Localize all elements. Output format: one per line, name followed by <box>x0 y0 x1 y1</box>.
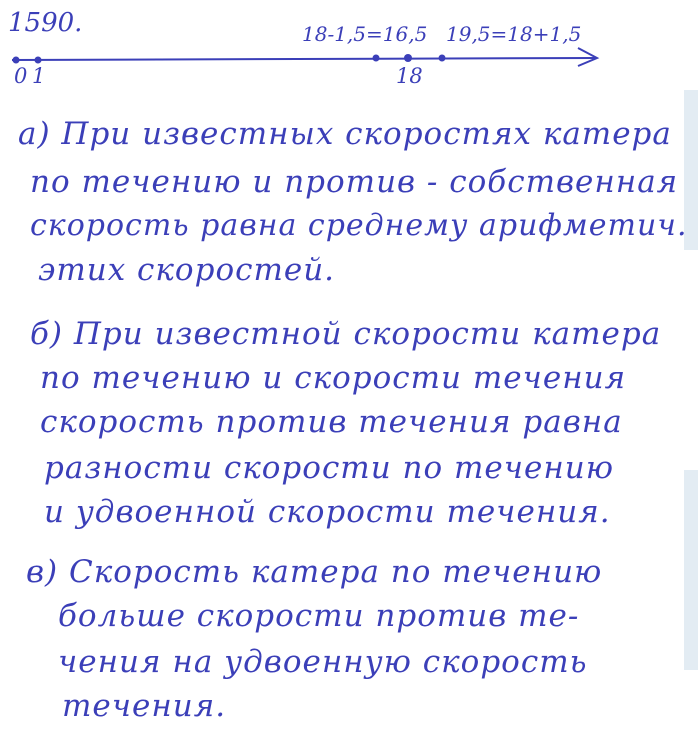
tick-label-eighteen: 18 <box>396 64 423 88</box>
point-16-5 <box>373 55 380 62</box>
text-line: по течению и против - собственная <box>30 164 679 200</box>
formula-left: 18-1,5=16,5 <box>302 22 428 46</box>
number-line-arrow <box>578 48 597 66</box>
problem-number: 1590. <box>8 8 83 38</box>
formula-right: 19,5=18+1,5 <box>446 22 582 46</box>
point-19-5 <box>439 55 446 62</box>
text-line: больше скорости против те- <box>58 598 580 634</box>
text-line: течения. <box>62 688 227 724</box>
text-line: б) При известной скорости катера <box>30 316 662 352</box>
text-line: скорость против течения равна <box>40 404 623 440</box>
tick-label-zero: 0 <box>14 64 28 88</box>
point-18 <box>404 54 412 62</box>
tick-label-one: 1 <box>32 64 46 88</box>
text-line: а) При известных скоростях катера <box>18 116 672 152</box>
text-line: этих скоростей. <box>38 252 336 288</box>
point-zero <box>13 57 20 64</box>
number-line-axis <box>12 58 596 60</box>
text-line: по течению и скорости течения <box>40 360 627 396</box>
number-line <box>0 0 700 100</box>
text-line: скорость равна среднему арифметич. <box>30 208 688 243</box>
text-line: и удвоенной скорости течения. <box>44 494 611 530</box>
point-one <box>35 57 42 64</box>
text-line: разности скорости по течению <box>44 450 615 486</box>
page-edge-bleed-bottom <box>684 470 698 670</box>
text-line: чения на удвоенную скорость <box>58 644 588 680</box>
text-line: в) Скорость катера по течению <box>26 554 603 590</box>
